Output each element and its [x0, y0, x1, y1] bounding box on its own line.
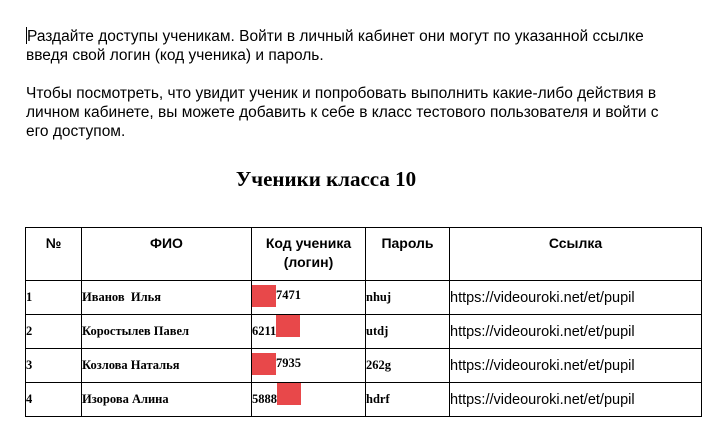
row-num: 4 [26, 383, 82, 417]
row-code-text: 7935 [276, 356, 301, 370]
page-title: Ученики класса 10 [235, 167, 417, 191]
table-row [26, 315, 702, 349]
row-fio: Иванов Илья [82, 281, 252, 315]
row-link: https://videouroki.net/et/pupil [450, 315, 702, 349]
row-link: https://videouroki.net/et/pupil [450, 281, 702, 315]
row-code-text: 6211 [252, 324, 277, 338]
table-row [26, 349, 702, 383]
redaction-block [252, 353, 276, 375]
row-code [252, 315, 366, 349]
row-password: 262g [366, 349, 450, 383]
row-num: 1 [26, 281, 82, 315]
intro-paragraph-1 [26, 27, 666, 65]
row-fio: Коростылев Павел [82, 315, 252, 349]
row-code [252, 281, 366, 315]
row-password: hdrf [366, 383, 450, 417]
table-header-row [26, 228, 702, 281]
row-link: https://videouroki.net/et/pupil [450, 383, 702, 417]
header-link: Ссылка [450, 228, 702, 281]
table-row [26, 281, 702, 315]
header-num: № [26, 228, 82, 281]
row-code-text: 5888 [252, 392, 277, 406]
header-code: Код ученика (логин) [252, 228, 366, 281]
header-fio: ФИО [82, 228, 252, 281]
redaction-block [277, 383, 301, 405]
header-password: Пароль [366, 228, 450, 281]
students-table [25, 227, 702, 417]
row-code [252, 383, 366, 417]
row-num: 2 [26, 315, 82, 349]
row-password: utdj [366, 315, 450, 349]
row-password: nhuj [366, 281, 450, 315]
row-fio: Козлова Наталья [82, 349, 252, 383]
row-code-text: 7471 [276, 288, 301, 302]
redaction-block [252, 285, 276, 307]
row-fio: Изорова Алина [82, 383, 252, 417]
row-link: https://videouroki.net/et/pupil [450, 349, 702, 383]
row-code [252, 349, 366, 383]
row-num: 3 [26, 349, 82, 383]
intro-paragraph-2: Чтобы посмотреть, что увидит ученик и попробовать выполнить какие-либо действия в личном кабинете, вы можете добавить к себе в класс тестового пользователя и войти с его доступом. [26, 85, 659, 140]
redaction-block [276, 315, 300, 337]
table-row [26, 383, 702, 417]
intro-paragraph-1-text: Раздайте доступы ученикам. Войти в личный кабинет они могут по указанной ссылке введя свой логин (код ученика) и пароль. [26, 28, 644, 64]
intro-text [26, 27, 666, 141]
